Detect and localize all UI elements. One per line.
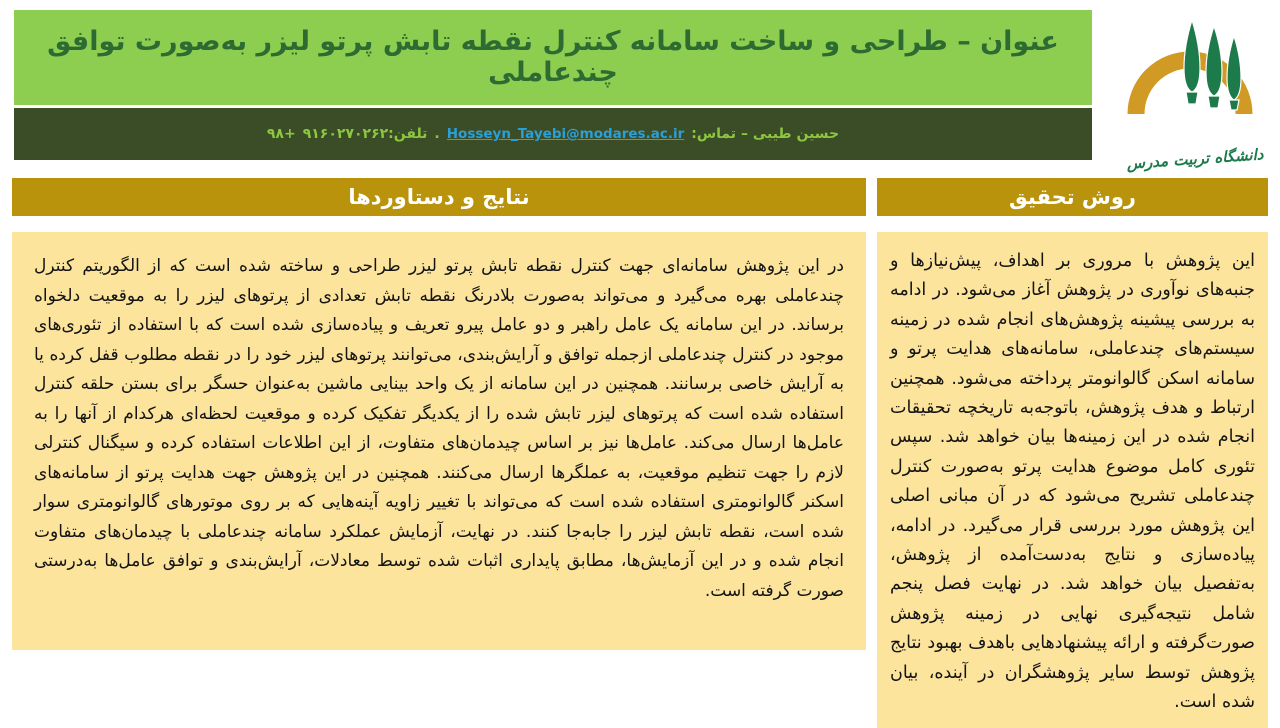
results-text: در این پژوهش سامانه‌ای جهت کنترل نقطه تابش پرتو لیزر طراحی و ساخته شده است که از الگوریتم کنترل چندعاملی بهره می‌گیرد و می‌تواند به‌صورت بلادرنگ نقطه تابش تعدادی از پرتوهای لیزر را به موقعیت دلخواه برساند. در این سامانه یک عامل راهبر و دو عامل پیرو تعریف و پیاده‌سازی شده است که با استفاده از تئوری‌های موجود در کنترل چندعاملی ازجمله توافق و آرایش‌بندی، می‌توانند پرتوهای لیزر خود را در نقطه مطلوب قفل کرده یا به آرایش خاصی برسانند. همچنین در این سامانه از یک واحد بینایی ماشین به‌عنوان حسگر برای بستن حلقه کنترل استفاده شده است که پرتوهای لیزر تابش شده را از یکدیگر تفکیک کرده و موقعیت لحظه‌ای هرکدام از آنها را به عامل‌ها ارسال می‌کند. عامل‌ها نیز بر اساس چیدمان‌های متفاوت، از این اطلاعات استفاده کرده و سیگنال کنترلی لازم را جهت تنظیم موقعیت، به عملگرها ارسال می‌کنند. همچنین در این پژوهش جهت هدایت پرتو از سامانه‌های اسکنر گالوانومتری استفاده شده است که می‌تواند با تغییر زاویه آینه‌هایی که بر روی موتورهای گالوانومتری سوار شده است، نقطه تابش لیزر را جابه‌جا کنند. در نهایت، آزمایش عملکرد سامانه چندعاملی با چیدمان‌های متفاوت انجام شده و در این آزمایش‌ها، مطابق پایداری اثبات شده توسط معادلات، آرایش‌بندی و توافق عامل‌ها به‌درستی صورت گرفته است. — [34, 256, 844, 601]
page-title: عنوان – طراحی و ساخت سامانه کنترل نقطه تابش پرتو لیزر به‌صورت توافق چندعاملی — [47, 26, 1059, 88]
method-text: این پژوهش با مروری بر اهداف، پیش‌نیازها و جنبه‌های نوآوری در پژوهش آغاز می‌شود. در ادامه به بررسی پیشینه پژوهش‌های انجام شده در زمینه سیستم‌های چندعاملی، سامانه‌های هدایت پرتو و سامانه اسکن گالوانومتر پرداخته می‌شود. همچنین ارتباط و هدف پژوهش، باتوجه‌به تاریخچه تحقیقات انجام شده در این زمینه‌ها بیان خواهد شد. سپس تئوری کامل موضوع هدایت پرتو به‌صورت کنترل چندعاملی تشریح می‌شود که در آن مبانی اصلی این پژوهش مورد بررسی قرار می‌گیرد. در ادامه، پیاده‌سازی و نتایج به‌دست‌آمده از پژوهش، به‌تفصیل بیان خواهد شد. در نهایت فصل پنجم شامل نتیجه‌گیری نهایی در زمینه پژوهش صورت‌گرفته و ارائه پیشنهادهایی باهدف بهبود نتایج پژوهش توسط سایر پژوهشگران در آینده، بیان شده است. — [890, 251, 1255, 713]
phone-country-code: +۹۸ — [266, 126, 296, 142]
results-section-body — [12, 232, 866, 650]
contact-separator: . — [434, 126, 440, 142]
method-section-header: روش تحقیق — [877, 178, 1268, 216]
author-name-label: حسین طیبی – تماس: — [691, 126, 840, 142]
title-banner — [14, 10, 1092, 105]
university-logo — [1112, 4, 1278, 173]
contact-bar — [14, 108, 1092, 160]
email-link[interactable]: Hosseyn_Tayebi@modares.ac.ir — [446, 126, 685, 142]
university-name: دانشگاه تربیت مدرس — [1126, 145, 1264, 173]
phone-number: تلفن:۹۱۶۰۲۷۰۲۶۲ — [302, 126, 428, 142]
method-section-body — [877, 232, 1268, 728]
tarbiat-modares-emblem-icon — [1120, 2, 1270, 173]
results-section-header: نتایج و دستاوردها — [12, 178, 866, 216]
